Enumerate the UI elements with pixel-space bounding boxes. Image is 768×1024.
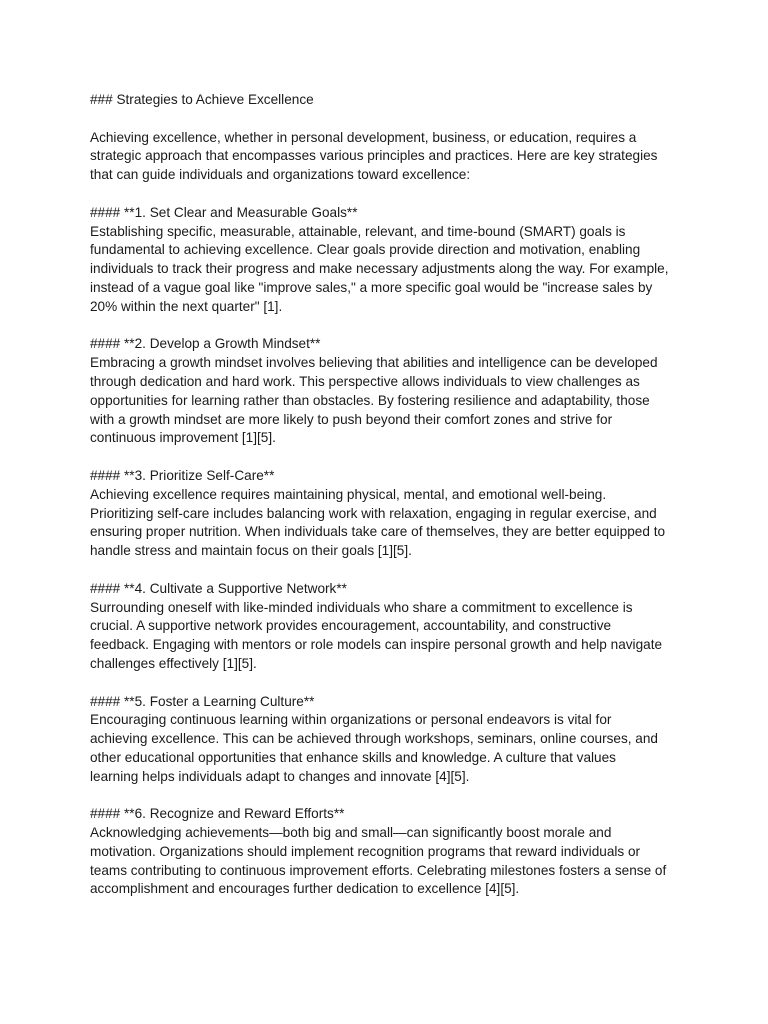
- spacer: [90, 674, 690, 693]
- paragraph-line: crucial. A supportive network provides encouragement, accountability, and constructive: [90, 618, 612, 634]
- paragraph-line: achieving excellence. This can be achieved through workshops, seminars, online courses, and: [90, 731, 658, 747]
- paragraph-line: handle stress and maintain focus on their goals [1][5].: [90, 543, 412, 559]
- document-title: ### Strategies to Achieve Excellence: [90, 92, 314, 107]
- section-heading: #### **3. Prioritize Self-Care**: [90, 467, 275, 483]
- paragraph-line: fundamental to achieving excellence. Clear goals provide direction and motivation, enabling: [90, 242, 641, 258]
- spacer: [90, 185, 690, 204]
- paragraph-line: that can guide individuals and organizations toward excellence:: [90, 167, 471, 183]
- paragraph-line: with a growth mindset are more likely to push beyond their comfort zones and strive for: [90, 411, 613, 427]
- paragraph-line: strategic approach that encompasses various principles and practices. Here are key strategies: [90, 148, 658, 164]
- section-heading: #### **2. Develop a Growth Mindset**: [90, 336, 321, 352]
- paragraph-line: opportunities for learning rather than obstacles. By fostering resilience and adaptability, those: [90, 392, 650, 408]
- section-learning-culture: [90, 693, 690, 787]
- paragraph-line: Achieving excellence, whether in personal development, business, or education, requires a: [90, 129, 637, 145]
- paragraph-line: Prioritizing self-care includes balancing work with relaxation, engaging in regular exercise, and: [90, 505, 657, 521]
- paragraph-line: instead of a vague goal like "improve sales," a more specific goal would be "increase sales by: [90, 279, 653, 295]
- spacer: [90, 448, 690, 467]
- spacer: [90, 110, 690, 129]
- paragraph-line: 20% within the next quarter" [1].: [90, 298, 283, 314]
- paragraph-line: Establishing specific, measurable, attainable, relevant, and time-bound (SMART) goals is: [90, 223, 626, 239]
- document-page: [90, 91, 690, 899]
- paragraph-line: Encouraging continuous learning within organizations or personal endeavors is vital for: [90, 712, 612, 728]
- paragraph-line: ensuring proper nutrition. When individuals take care of themselves, they are better equipped to: [90, 524, 666, 540]
- intro-paragraph: [90, 129, 690, 185]
- section-heading: #### **1. Set Clear and Measurable Goals**: [90, 204, 358, 220]
- paragraph-line: feedback. Engaging with mentors or role models can inspire personal growth and help navigate: [90, 637, 663, 653]
- paragraph-line: other educational opportunities that enhance skills and knowledge. A culture that values: [90, 749, 616, 765]
- spacer: [90, 561, 690, 580]
- paragraph-line: Acknowledging achievements—both big and small—can significantly boost morale and: [90, 825, 612, 841]
- section-self-care: [90, 467, 690, 561]
- paragraph-line: Surrounding oneself with like-minded individuals who share a commitment to excellence is: [90, 599, 633, 615]
- paragraph-line: teams contributing to continuous improvement efforts. Celebrating milestones fosters a sense of: [90, 862, 667, 878]
- spacer: [90, 786, 690, 805]
- paragraph-line: Embracing a growth mindset involves believing that abilities and intelligence can be developed: [90, 355, 658, 371]
- paragraph-line: individuals to track their progress and make necessary adjustments along the way. For example,: [90, 261, 669, 277]
- paragraph-line: through dedication and hard work. This perspective allows individuals to view challenges as: [90, 373, 640, 389]
- paragraph-line: continuous improvement [1][5].: [90, 430, 276, 446]
- section-heading: #### **5. Foster a Learning Culture**: [90, 693, 315, 709]
- section-heading: #### **4. Cultivate a Supportive Network**: [90, 580, 347, 596]
- section-heading: #### **6. Recognize and Reward Efforts**: [90, 806, 345, 822]
- section-supportive-network: [90, 580, 690, 674]
- paragraph-line: accomplishment and encourages further dedication to excellence [4][5].: [90, 881, 520, 897]
- paragraph-line: learning helps individuals adapt to changes and innovate [4][5].: [90, 768, 470, 784]
- paragraph-line: motivation. Organizations should implement recognition programs that reward individuals or: [90, 843, 641, 859]
- section-growth-mindset: [90, 335, 690, 448]
- section-recognize-efforts: [90, 805, 690, 899]
- spacer: [90, 317, 690, 336]
- section-set-goals: [90, 204, 690, 317]
- paragraph-line: Achieving excellence requires maintaining physical, mental, and emotional well-being.: [90, 486, 607, 502]
- paragraph-line: challenges effectively [1][5].: [90, 655, 257, 671]
